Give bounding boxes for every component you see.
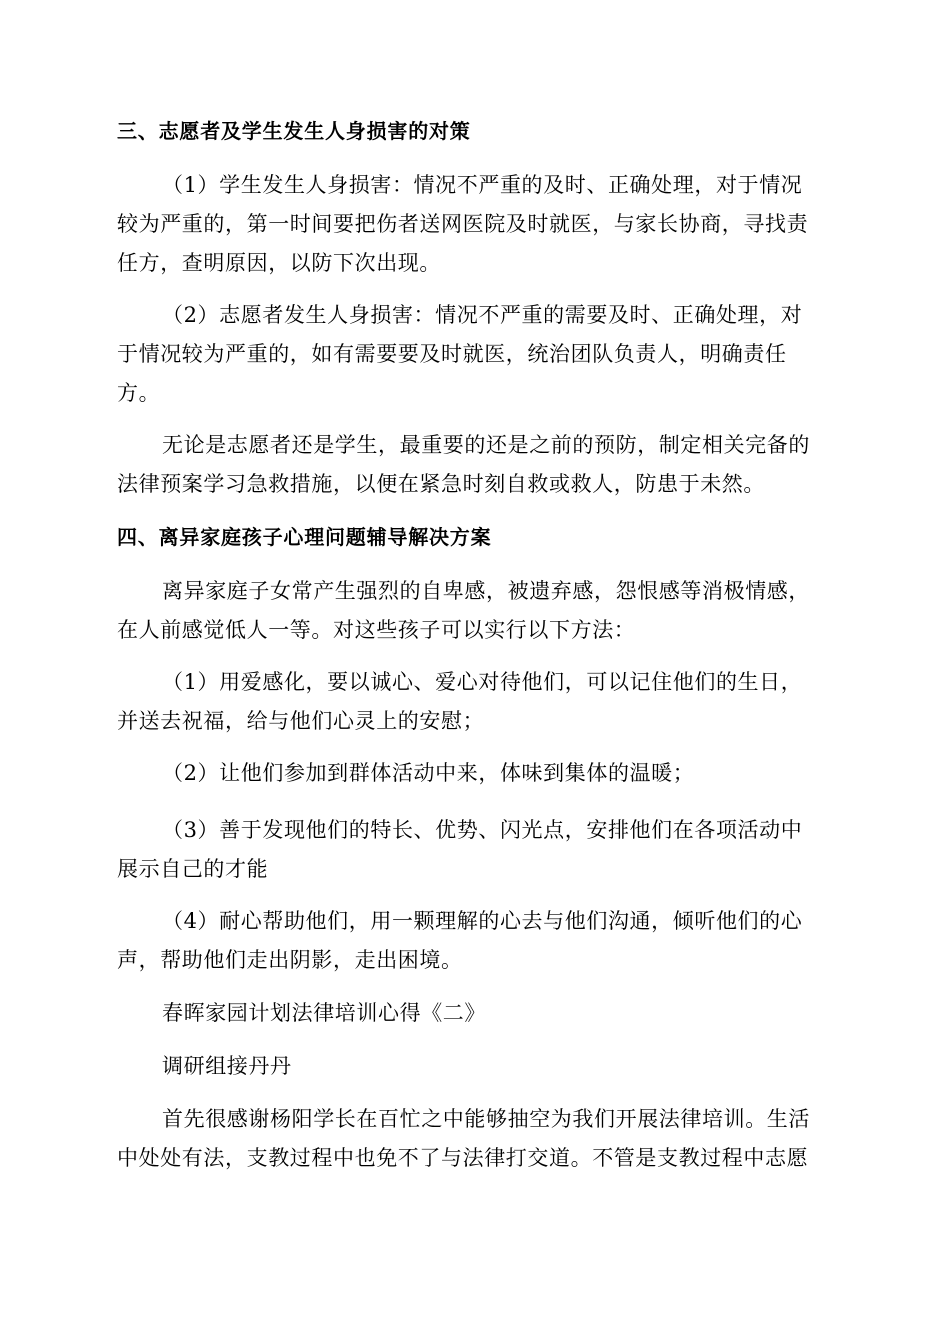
- paragraph-line: 展示自己的才能: [117, 857, 269, 881]
- paragraph-line: 在人前感觉低人一等。对这些孩子可以实行以下方法：: [117, 618, 636, 642]
- paragraph-line: 无论是志愿者还是学生，最重要的还是之前的预防，制定相关完备的: [162, 433, 810, 457]
- paragraph-line: 首先很感谢杨阳学长在百忙之中能够抽空为我们开展法律培训。生活: [162, 1107, 810, 1131]
- paragraph-line: 较为严重的，第一时间要把伤者送网医院及时就医，与家长协商，寻找责: [117, 212, 809, 236]
- article-author: 调研组接丹丹: [162, 1054, 292, 1078]
- section-heading-3: 三、志愿者及学生发生人身损害的对策: [117, 119, 471, 143]
- paragraph-line: 中处处有法，支教过程中也免不了与法律打交道。不管是支教过程中志愿: [117, 1146, 809, 1170]
- paragraph-line: 方。: [117, 381, 161, 405]
- paragraph-line: 法律预案学习急救措施，以便在紧急时刻自救或救人，防患于未然。: [117, 472, 765, 496]
- paragraph-line: 声，帮助他们走出阴影，走出困境。: [117, 948, 463, 972]
- article-title: 春晖家园计划法律培训心得《二》: [162, 1001, 486, 1025]
- paragraph-line: （1）用爱感化，要以诚心、爱心对待他们，可以记住他们的生日，: [162, 670, 803, 694]
- paragraph-line: 任方，查明原因，以防下次出现。: [117, 251, 441, 275]
- paragraph-line: 离异家庭子女常产生强烈的自卑感，被遗弃感，怨恨感等消极情感，: [162, 579, 810, 603]
- paragraph-line: （3）善于发现他们的特长、优势、闪光点，安排他们在各项活动中: [162, 818, 803, 842]
- paragraph-line: （1）学生发生人身损害：情况不严重的及时、正确处理，对于情况: [162, 173, 803, 197]
- paragraph-line: （2）志愿者发生人身损害：情况不严重的需要及时、正确处理，对: [162, 303, 803, 327]
- paragraph-line: （4）耐心帮助他们，用一颗理解的心去与他们沟通，倾听他们的心: [162, 909, 803, 933]
- paragraph-line: （2）让他们参加到群体活动中来，体味到集体的温暖；: [162, 761, 695, 785]
- paragraph-line: 并送去祝福，给与他们心灵上的安慰；: [117, 709, 485, 733]
- paragraph-line: 于情况较为严重的，如有需要要及时就医，统治团队负责人，明确责任: [117, 342, 787, 366]
- section-heading-4: 四、离异家庭孩子心理问题辅导解决方案: [117, 525, 492, 549]
